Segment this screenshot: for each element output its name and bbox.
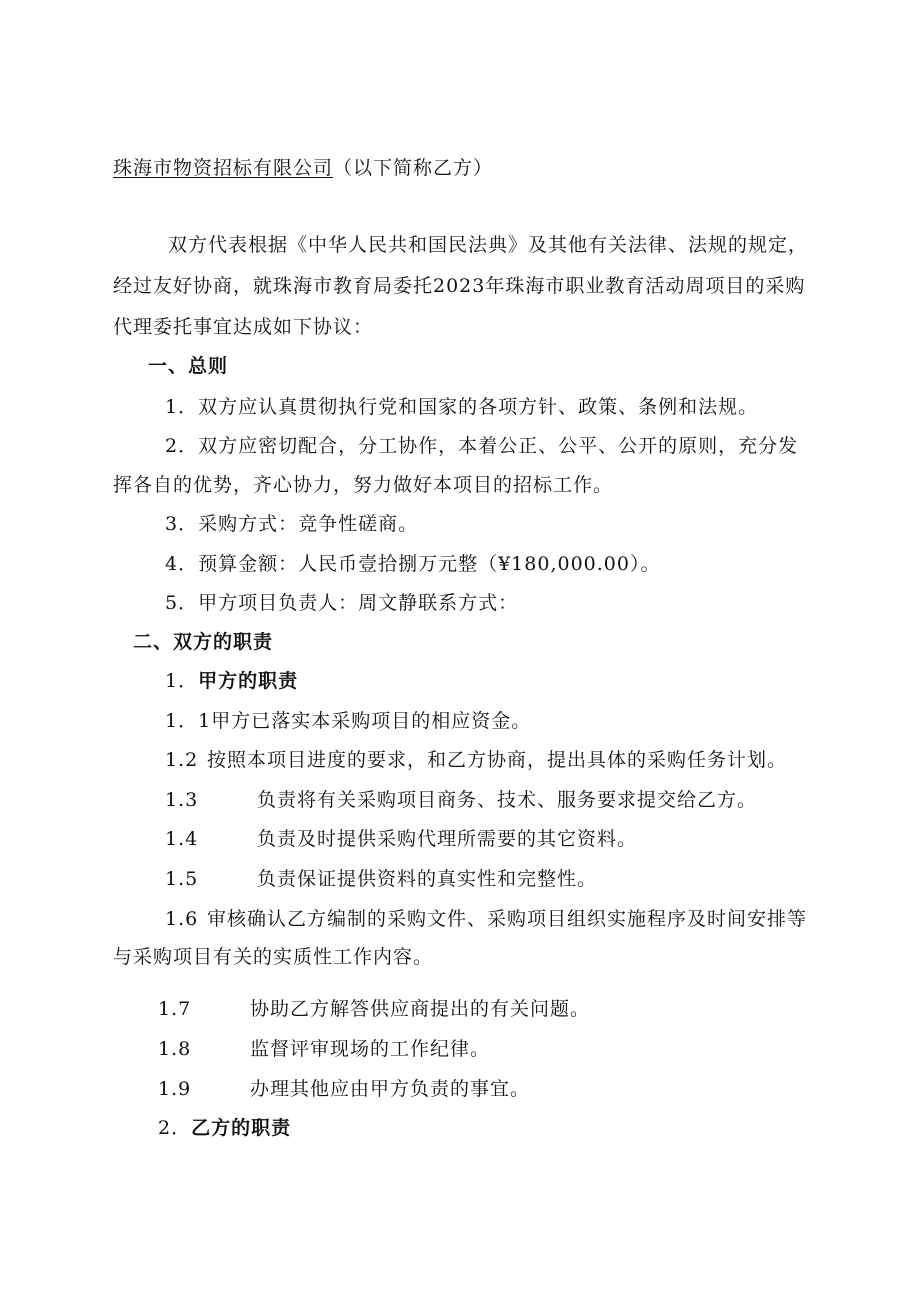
party-b-company: 珠海市物资招标有限公司 (113, 157, 334, 179)
duty-1-6-cont: 与采购项目有关的实质性工作内容。 (113, 946, 434, 968)
section-1-item-5: 5．甲方项目负责人：周文静联系方式： (165, 592, 519, 614)
duty-num: 1.3 (165, 789, 199, 811)
duty-text: 负责将有关采购项目商务、技术、服务要求提交给乙方。 (257, 789, 758, 811)
section-1-item-4: 4．预算金额：人民币壹拾捌万元整（¥180,000.00）。 (165, 553, 661, 575)
duty-num: 1.4 (165, 828, 199, 850)
sub-2-num: 2． (158, 1117, 192, 1139)
sub-2-title: 乙方的职责 (191, 1117, 292, 1139)
intro-line-3: 代理委托事宜达成如下协议： (113, 316, 374, 338)
duty-text: 甲方已落实本采购项目的相应资金。 (211, 710, 532, 732)
section-1-item-2: 2．双方应密切配合，分工协作，本着公正、公平、公开的原则，充分发 (165, 435, 799, 457)
duty-text: 审核确认乙方编制的采购文件、采购项目组织实施程序及时间安排等 (207, 908, 808, 930)
duty-num: 1.6 (165, 908, 199, 930)
duty-text: 按照本项目进度的要求，和乙方协商，提出具体的采购任务计划。 (207, 749, 788, 771)
duty-num: 1.8 (158, 1038, 192, 1060)
duty-text: 监督评审现场的工作纪律。 (250, 1038, 491, 1060)
duty-1-8 (158, 1036, 490, 1062)
duty-text: 办理其他应由甲方负责的事宜。 (250, 1078, 531, 1100)
duty-1-2 (165, 747, 787, 773)
duty-num: 1.9 (158, 1078, 192, 1100)
duty-1-9 (158, 1076, 530, 1102)
party-b-line (113, 155, 493, 181)
sub-1-num: 1． (165, 670, 199, 692)
section-1-item-2-cont: 挥各自的优势，齐心协力，努力做好本项目的招标工作。 (113, 474, 614, 496)
section-2-title: 二、双方的职责 (133, 631, 274, 653)
duty-1-6 (165, 906, 807, 932)
duty-1-1 (165, 708, 531, 734)
duty-text: 协助乙方解答供应商提出的有关问题。 (250, 998, 591, 1020)
duty-num: 1.7 (158, 998, 192, 1020)
intro-line-2: 经过友好协商，就珠海市教育局委托2023年珠海市职业教育活动周项目的采购 (113, 275, 806, 297)
party-b-suffix: （以下简称乙方） (333, 157, 494, 179)
duty-1-5 (165, 866, 597, 892)
duty-text: 负责及时提供采购代理所需要的其它资料。 (257, 828, 638, 850)
intro-line-1: 双方代表根据《中华人民共和国民法典》及其他有关法律、法规的规定， (168, 234, 809, 256)
duty-1-3 (165, 787, 757, 813)
duty-num: 1.2 (165, 749, 199, 771)
sub-2-heading (158, 1115, 291, 1141)
sub-1-title: 甲方的职责 (198, 670, 299, 692)
duty-1-4 (165, 826, 637, 852)
duty-num: 1．1 (165, 710, 212, 732)
duty-1-7 (158, 996, 590, 1022)
duty-num: 1.5 (165, 868, 199, 890)
section-1-title: 一、总则 (148, 355, 229, 377)
section-1-item-1: 1．双方应认真贯彻执行党和国家的各项方针、政策、条例和法规。 (165, 396, 759, 418)
section-1-item-3: 3．采购方式：竞争性磋商。 (165, 513, 419, 535)
sub-1-heading (165, 668, 298, 694)
duty-text: 负责保证提供资料的真实性和完整性。 (257, 868, 598, 890)
